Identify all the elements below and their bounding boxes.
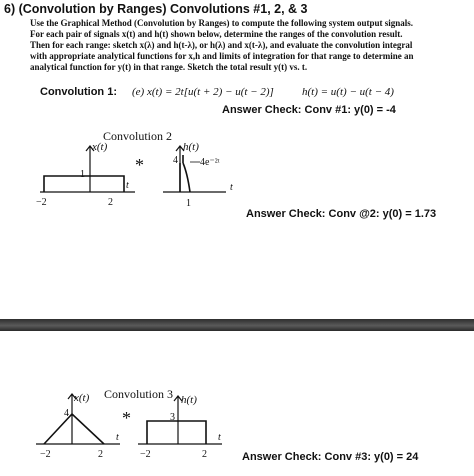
- convolution-3-x-tick-left: −2: [40, 449, 51, 460]
- answer-check-2: Answer Check: Conv @2: y(0) = 1.73: [246, 208, 437, 220]
- convolution-2-star-operator: *: [135, 155, 144, 175]
- instruction-line: Then for each range: sketch x(λ) and h(t-λ), or h(λ) and x(t-λ), and evaluate the convolution integral: [30, 40, 413, 50]
- convolution-3-title: Convolution 3: [104, 387, 174, 401]
- instruction-line: For each pair of signals x(t) and h(t) shown below, determine the ranges of the convolution result.: [30, 29, 403, 39]
- convolution-2-x-level: 1: [80, 169, 85, 180]
- convolution-2-h-tick: 1: [186, 198, 191, 209]
- convolution-2-title: Convolution 2: [103, 129, 173, 143]
- convolution-3-star-operator: *: [122, 408, 131, 428]
- answer-check-1: Answer Check: Conv #1: y(0) = -4: [222, 104, 396, 116]
- convolution-3-x-axis-t: t: [116, 432, 119, 443]
- convolution-3-h-label: h(t): [181, 394, 197, 406]
- convolution-2-h-curve-label: 4e⁻²ᵗ: [200, 157, 220, 168]
- convolution-2-x-axis-t: t: [126, 180, 129, 191]
- h-rect-pulse: [147, 421, 206, 444]
- convolution-3-x-tick-right: 2: [98, 449, 103, 460]
- convolution-2-h-label: h(t): [183, 141, 199, 153]
- convolution-3-h-axis-t: t: [218, 432, 221, 443]
- convolution-3-h-tick-left: −2: [140, 449, 151, 460]
- convolution-2-x-label: x(t): [92, 141, 108, 153]
- instruction-line: with appropriate analytical functions for x,h and limits of integration for that range to determine an: [30, 51, 414, 61]
- instruction-line: analytical function for y(t) in that range. Sketch the total result y(t) vs. t.: [30, 62, 308, 72]
- convolution-3-h-level: 3: [170, 412, 175, 423]
- convolution-3-x-label: x(t): [74, 392, 90, 404]
- convolution-2-x-tick-right: 2: [108, 197, 113, 208]
- convolution-2-x-tick-left: −2: [36, 197, 47, 208]
- x-triangle-pulse: [44, 414, 104, 444]
- convolution-3-x-peak: 4: [64, 408, 69, 419]
- convolution-1-h-equation: h(t) = u(t) − u(t − 4): [302, 86, 394, 98]
- convolution-2-h-axis-t: t: [230, 182, 233, 193]
- problem-heading: 6) (Convolution by Ranges) Convolutions #1, 2, & 3: [4, 2, 308, 16]
- convolution-3-h-tick-right: 2: [202, 449, 207, 460]
- convolution-1-x-equation: (e) x(t) = 2t[u(t + 2) − u(t − 2)]: [132, 86, 274, 98]
- instruction-line: Use the Graphical Method (Convolution by Ranges) to compute the following system output signals.: [30, 18, 414, 28]
- convolution-1-label: Convolution 1:: [40, 86, 117, 98]
- convolution-3-h-plot: [138, 396, 222, 444]
- answer-check-3: Answer Check: Conv #3: y(0) = 24: [242, 451, 419, 463]
- convolution-2-h-level: 4: [173, 155, 178, 166]
